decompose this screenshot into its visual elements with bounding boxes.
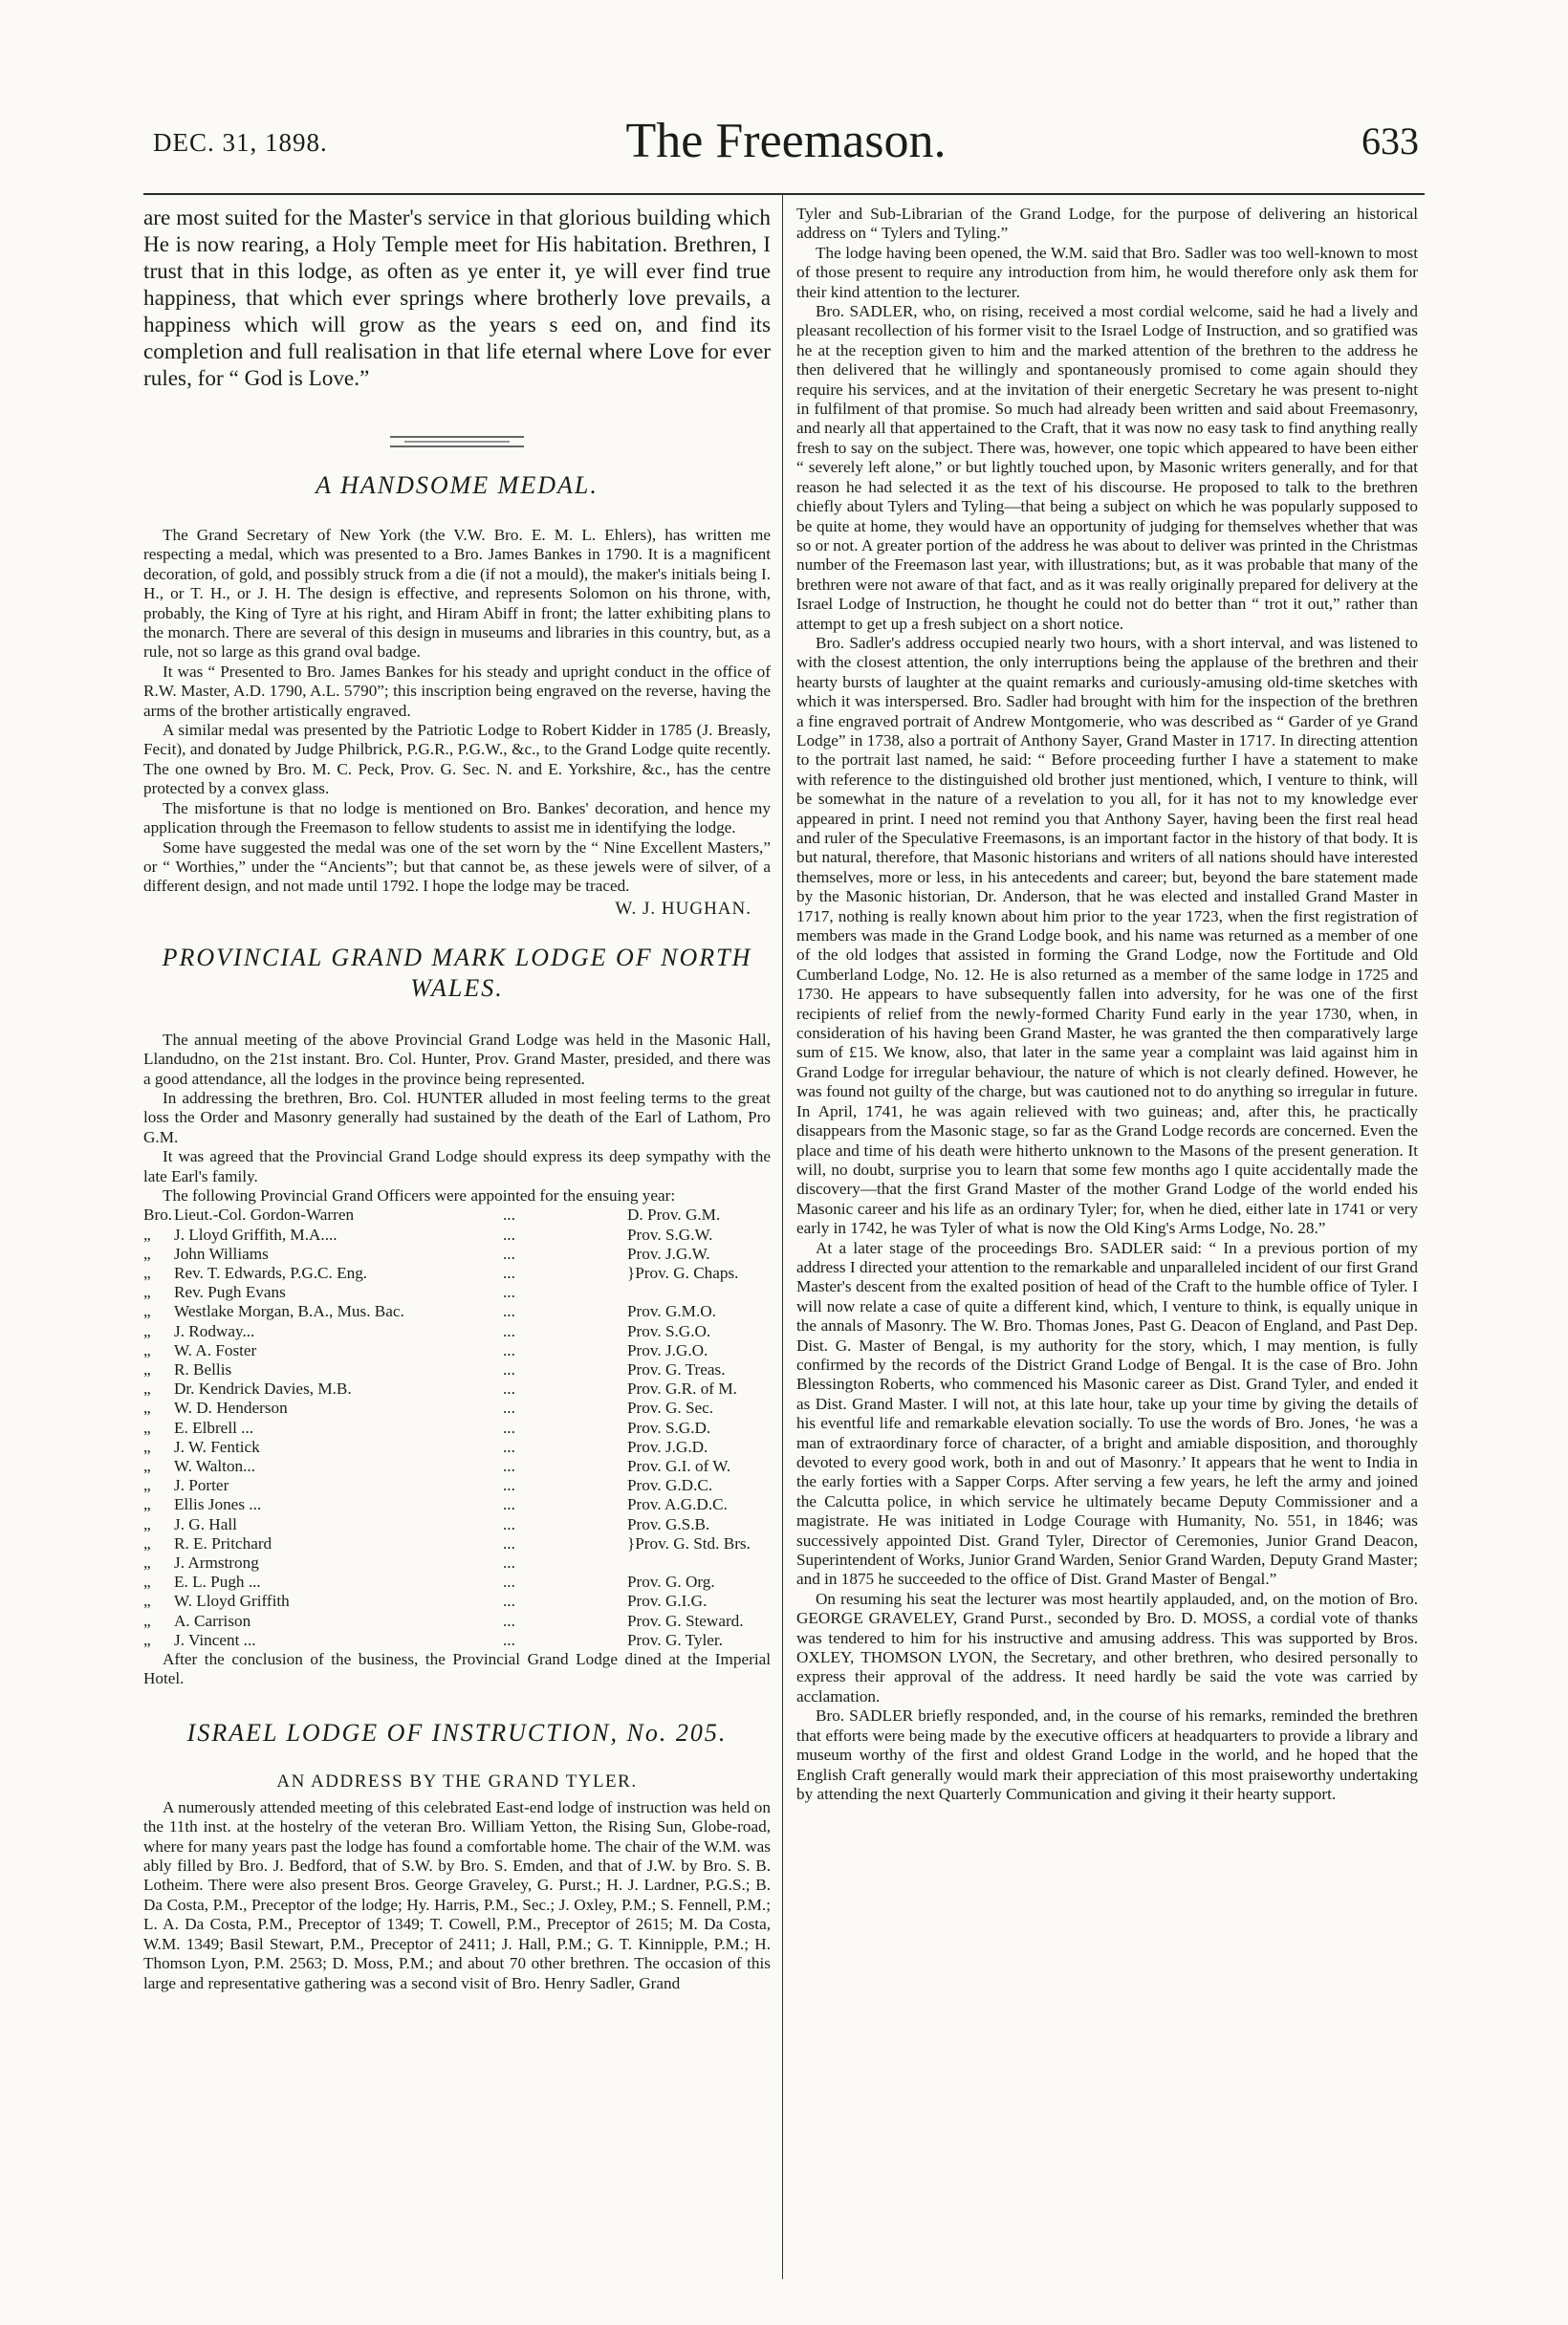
officer-prefix: „ xyxy=(143,1244,151,1263)
officer-office: Prov. G. Tyler. xyxy=(627,1630,724,1649)
leader-dots: ... xyxy=(503,1592,515,1611)
officer-prefix: „ xyxy=(143,1360,151,1379)
israel-heading: ISRAEL LODGE OF INSTRUCTION, No. 205. xyxy=(186,1718,728,1747)
officer-office: Prov. G. Org. xyxy=(627,1573,715,1592)
officer-name: Rev. T. Edwards, P.G.C. Eng. xyxy=(174,1263,368,1282)
officer-prefix: Bro. xyxy=(143,1206,173,1225)
officer-row xyxy=(143,1264,771,1283)
officer-prefix: „ xyxy=(143,1283,151,1302)
officer-name: W. A. Foster xyxy=(174,1340,257,1359)
leader-dots: ... xyxy=(503,1573,515,1592)
leader-dots: ... xyxy=(503,1418,515,1437)
column-divider xyxy=(782,195,783,2279)
closing-paragraph: After the conclusion of the business, the Provincial Grand Lodge dined at the Imperial Hotel. xyxy=(143,1650,771,1688)
article-paragraph: Bro. Sadler's address occupied nearly two hours, with a short interval, and was listened to with the closest attention, the only interruptions being the applause of the brethren and their hearty bursts of laughter at the quaint remarks and curiously-amusing old-time sketches with which it was interspersed. Bro. Sadler had brought with him for the inspection of the brethren a fine engraved portrait of Andrew Montgomerie, who was described as “ Garder of ye Grand Lodge” in 1738, also a portrait of Anthony Sayer, Grand Master in 1717. In directing attention to the portrait last named, he said: “ Before proceeding further I have a statement to make with reference to the distinguished old brother just mentioned, which, I venture to think, will be somewhat in the nature of a revelation to you all, for it has not to my knowledge ever appeared in print. I need not remind you that Anthony Sayer, having been the first real head and ruler of the Speculative Freemasons, is an important factor in the history of that body. It is but natural, therefore, that Masonic historians and writers of all nations should have interested themselves, more or less, in his antecedents and career; but, beyond the bare statement made by the Masonic historian, Dr. Anderson, that he was elected and installed Grand Master in 1717, nothing is really known about him prior to the year 1723, when the first registration of members was made in the Grand Lodge book, and his name was returned as a member of one of the old lodges that assisted in forming the Grand Lodge, now the Fortitude and Old Cumberland Lodge, No. 12. He is also returned as a member of the same lodge in 1725 and 1730. He appears to have subsequently fallen into adversity, for he was one of the first recipients of relief from the newly-formed Charity Fund early in the year 1730, when, in consideration of his having been Grand Master, he was granted the then comparatively large sum of £15. We know, also, that later in the same year a complaint was laid against him in Grand Lodge for irregular behaviour, the nature of which is not clearly defined. However, he was found not guilty of the charge, but was cautioned not to do anything so irregular in future. In April, 1741, he was again relieved with two guineas; and, after this, he practically disappears from the Masonic stage, so far as the Grand Lodge records are concerned. Even the place and time of his death were hitherto unknown to the Masons of the present generation. It will, no doubt, surprise you to learn that some few months ago I quite accidentally made the discovery—that the first Grand Master of the mother Grand Lodge of the world ended his Masonic career and his life as an ordinary Tyler; for, when he died, either late in 1741 or very early in 1742, he was Tyler of what is now the Old King's Arms Lodge, No. 28.” xyxy=(796,633,1418,1238)
officer-name: J. W. Fentick xyxy=(174,1437,260,1456)
officer-office: Prov. G.I.G. xyxy=(627,1592,708,1611)
officer-office: Prov. J.G.O. xyxy=(627,1340,708,1359)
officer-prefix: „ xyxy=(143,1533,151,1553)
officer-row xyxy=(143,1245,771,1264)
officer-name: J. G. Hall xyxy=(174,1514,237,1533)
officer-row xyxy=(143,1457,771,1476)
officer-prefix: „ xyxy=(143,1514,151,1533)
article-paragraph: The Grand Secretary of New York (the V.W. Bro. E. M. L. Ehlers), has written me respecting a medal, which was presented to a Bro. James Bankes in 1790. It is a magnificent decoration, of gold, and possibly struck from a die (if not a mould), the maker's initials being I. H., or T. H., or J. H. The design is effective, and represents Solomon on his throne, with, probably, the King of Tyre at his right, and Hiram Abiff in front; the latter exhibiting plans to the monarch. There are several of this design in museums and libraries in this country, but, as a rule, not so large as this grand oval badge. xyxy=(143,526,771,662)
article-paragraph: The annual meeting of the above Provincial Grand Lodge was held in the Masonic Hall, Llandudno, on the 21st instant. Bro. Col. Hunter, Prov. Grand Master, presided, and there was a good attendance, all the lodges in the province being represented. xyxy=(143,1030,771,1088)
officer-office: Prov. G. Sec. xyxy=(627,1399,714,1418)
officer-name: E. L. Pugh ... xyxy=(174,1573,261,1592)
provincial-article xyxy=(143,1031,771,1689)
officer-office: Prov. G. Treas. xyxy=(627,1360,726,1379)
officer-office xyxy=(627,1554,771,1573)
officer-name: W. D. Henderson xyxy=(174,1399,288,1418)
officer-row xyxy=(143,1515,771,1534)
leader-dots: ... xyxy=(503,1380,515,1399)
leader-dots: ... xyxy=(503,1225,515,1244)
officer-row xyxy=(143,1573,771,1592)
article-paragraph: Tyler and Sub-Librarian of the Grand Lodge, for the purpose of delivering an historical address on “ Tylers and Tyling.” xyxy=(796,205,1418,243)
officer-row xyxy=(143,1322,771,1341)
officer-name: J. Porter xyxy=(174,1476,229,1495)
officer-row xyxy=(143,1476,771,1495)
article-paragraph: It was agreed that the Provincial Grand Lodge should express its deep sympathy with the late Earl's family. xyxy=(143,1147,771,1185)
page-number: 633 xyxy=(1361,120,1419,163)
officer-row xyxy=(143,1399,771,1418)
officer-office: Prov. J.G.D. xyxy=(627,1437,708,1456)
officer-office: Prov. G.S.B. xyxy=(627,1514,710,1533)
right-column xyxy=(796,205,1418,1804)
officer-row xyxy=(143,1380,771,1399)
officer-office: }Prov. G. Std. Brs. xyxy=(627,1533,751,1553)
officer-prefix: „ xyxy=(143,1340,151,1359)
officer-prefix: „ xyxy=(143,1495,151,1514)
officer-office: Prov. S.G.D. xyxy=(627,1418,711,1437)
officer-row xyxy=(143,1534,771,1554)
officer-name: W. Lloyd Griffith xyxy=(174,1592,290,1611)
officer-prefix: „ xyxy=(143,1611,151,1630)
leader-dots: ... xyxy=(503,1514,515,1533)
officer-office: Prov. G. Steward. xyxy=(627,1611,744,1630)
leader-dots: ... xyxy=(503,1457,515,1476)
leader-dots: ... xyxy=(503,1437,515,1456)
officer-name: Westlake Morgan, B.A., Mus. Bac. xyxy=(174,1302,404,1321)
officer-name: W. Walton... xyxy=(174,1457,256,1476)
officer-office: Prov. A.G.D.C. xyxy=(627,1495,728,1514)
officer-row xyxy=(143,1283,771,1302)
page-header xyxy=(153,113,1419,189)
leader-dots: ... xyxy=(503,1244,515,1263)
officer-prefix: „ xyxy=(143,1573,151,1592)
leader-dots: ... xyxy=(503,1283,515,1302)
officer-row xyxy=(143,1554,771,1573)
article-paragraph: Bro. SADLER briefly responded, and, in the course of his remarks, reminded the brethren that efforts were being made by the executive officers at headquarters to provide a library and museum worthy of the first and oldest Grand Lodge in the world, and he hoped that the English Craft generally would mark their appreciation of this most praiseworthy undertaking by attending the next Quarterly Communication and giving it their hearty support. xyxy=(796,1706,1418,1803)
leader-dots: ... xyxy=(503,1321,515,1340)
officer-prefix: „ xyxy=(143,1592,151,1611)
provincial-heading: PROVINCIAL GRAND MARK LODGE OF NORTH WALES. xyxy=(162,943,752,1002)
leader-dots: ... xyxy=(503,1360,515,1379)
leader-dots: ... xyxy=(503,1340,515,1359)
officer-office: }Prov. G. Chaps. xyxy=(627,1263,739,1282)
article-paragraph: It was “ Presented to Bro. James Bankes for his steady and upright conduct in the office of R.W. Master, A.D. 1790, A.L. 5790”; this inscription being engraved on the reverse, having the arms of the brother artistically engraved. xyxy=(143,662,771,720)
officer-row xyxy=(143,1341,771,1360)
officer-name: A. Carrison xyxy=(174,1611,251,1630)
officer-prefix: „ xyxy=(143,1321,151,1340)
leader-dots: ... xyxy=(503,1476,515,1495)
header-rule xyxy=(143,193,1425,195)
medal-article xyxy=(143,526,771,920)
officer-prefix: „ xyxy=(143,1418,151,1437)
medal-heading: A HANDSOME MEDAL. xyxy=(316,471,599,499)
article-paragraph: Bro. SADLER, who, on rising, received a most cordial welcome, said he had a lively and pleasant recollection of his former visit to the Israel Lodge of Instruction, and so gratified was he at the reception given to him and the marked attention of the brethren to the address he then delivered that he willingly and spontaneously promised to come again should they require his services, and at the invitation of their energetic Secretary he was present to-night in fulfilment of that promise. So much had already been written and said about Freemasonry, and nearly all that appertained to the Craft, that it was now no easy task to find anything really fresh to say on the subject. There was, however, one topic which appeared to have been either “ severely left alone,” or but lightly touched upon, by Masonic writers generally, and for that reason he had selected it as the text of his discourse. He proposed to talk to the brethren chiefly about Tylers and Tyling—that being a subject on which he was popularly supposed to be quite at home, they would have an opportunity of judging for themselves whether that was so or not. A greater portion of the address he was about to deliver was printed in the Christmas number of the Freemason last year, with illustrations; but, as it was probable that many of the brethren were not aware of that fact, and as it was really originally prepared for delivery at the Israel Lodge of Instruction, he thought he could not do better than “ trot it out,” rather than attempt to get up a fresh subject on a short notice. xyxy=(796,302,1418,633)
officer-prefix: „ xyxy=(143,1380,151,1399)
article-paragraph: On resuming his seat the lecturer was most heartily applauded, and, on the motion of Bro. GEORGE GRAVELEY, Grand Purst., seconded by Bro. D. MOSS, a cordial vote of thanks was tendered to him for his instructive and amusing address. This was supported by Bros. OXLEY, THOMSON LYON, the Secretary, and other brethren, who desired personally to express their approval of the address. It need hardly be said the vote was carried by acclamation. xyxy=(796,1589,1418,1706)
israel-subheading: AN ADDRESS BY THE GRAND TYLER. xyxy=(276,1771,638,1792)
officer-row xyxy=(143,1302,771,1321)
article-paragraph: At a later stage of the proceedings Bro. SADLER said: “ In a previous portion of my address I directed your attention to the remarkable and unparalleled incident of our first Grand Master's descent from the exalted position of head of the Craft to the humble office of Tyler. I will now relate a case of quite a different kind, which, I venture to think, is equally unique in the annals of Masonry. The W. Bro. Thomas Jones, Past G. Deacon of England, and Past Dep. Dist. G. Master of Bengal, is my authority for the story, which, I may mention, is fully confirmed by the records of the District Grand Lodge of Bengal. It is the case of Bro. John Blessington Roberts, who commenced his Masonic career as Dist. Grand Tyler, and ended it as Dist. Grand Master. I will not, at this late hour, take up your time by giving the details of his eventful life and remarkable elevation socially. To use the words of Bro. Jones, ‘he was a man of extraordinary force of character, of a bright and amiable disposition, and thoroughly devoted to every good work, both in and out of Masonry.’ It appears that he went to India in the early forties with a Sapper Corps. After serving a few years, he left the army and joined the Calcutta police, in which service he ultimately became Deputy Commissioner and a magistrate. He was initiated in Lodge Courage with Humanity, No. 551, in 1846; was successively appointed Dist. Grand Tyler, Director of Ceremonies, Junior Grand Deacon, Superintendent of Works, Junior Grand Warden, Senior Grand Warden, Deputy Grand Master; and in 1875 he succeeded to the office of Dist. Grand Master of Bengal.” xyxy=(796,1238,1418,1589)
officer-office xyxy=(627,1283,771,1302)
officer-prefix: „ xyxy=(143,1263,151,1282)
leader-dots: ... xyxy=(503,1533,515,1553)
officer-office: Prov. G.R. of M. xyxy=(627,1380,737,1399)
officer-prefix: „ xyxy=(143,1399,151,1418)
article-paragraph: The misfortune is that no lodge is mentioned on Bro. Bankes' decoration, and hence my application through the Freemason to fellow students to assist me in identifying the lodge. xyxy=(143,798,771,837)
author-signature: W. J. HUGHAN. xyxy=(615,898,751,919)
officer-list xyxy=(143,1206,771,1650)
officer-name: J. Armstrong xyxy=(174,1554,259,1573)
officer-name: J. Lloyd Griffith, M.A.... xyxy=(174,1225,338,1244)
article-paragraph: A similar medal was presented by the Patriotic Lodge to Robert Kidder in 1785 (J. Breasly, Fecit), and donated by Judge Philbrick, P.G.R., P.G.W., &c., to the Grand Lodge quite recently. The one owned by Bro. M. C. Peck, Prov. G. Sec. N. and E. Yorkshire, &c., has the centre protected by a convex glass. xyxy=(143,721,771,798)
leader-dots: ... xyxy=(503,1263,515,1282)
officer-row xyxy=(143,1438,771,1457)
leader-dots: ... xyxy=(503,1554,515,1573)
officer-prefix: „ xyxy=(143,1225,151,1244)
officer-row xyxy=(143,1592,771,1611)
leader-dots: ... xyxy=(503,1611,515,1630)
officer-name: J. Rodway... xyxy=(174,1321,255,1340)
officer-row xyxy=(143,1612,771,1631)
leader-dots: ... xyxy=(503,1302,515,1321)
officer-office: Prov. S.G.O. xyxy=(627,1321,711,1340)
officer-name: John Williams xyxy=(174,1244,269,1263)
article-paragraph: The lodge having been opened, the W.M. said that Bro. Sadler was too well-known to most of those present to require any introduction from him, he would therefore only ask them for their kind attention to the lecturer. xyxy=(796,243,1418,301)
officer-office: Prov. G.D.C. xyxy=(627,1476,713,1495)
ornament-rule xyxy=(390,434,524,447)
officer-prefix: „ xyxy=(143,1302,151,1321)
leader-dots: ... xyxy=(503,1399,515,1418)
officer-row xyxy=(143,1419,771,1438)
officer-prefix: „ xyxy=(143,1630,151,1649)
officer-name: Rev. Pugh Evans xyxy=(174,1283,286,1302)
issue-date: DEC. 31, 1898. xyxy=(153,128,328,157)
left-column xyxy=(143,205,771,1993)
officer-name: Lieut.-Col. Gordon-Warren xyxy=(174,1206,355,1225)
officer-office: Prov. S.G.W. xyxy=(627,1225,713,1244)
article-paragraph: The following Provincial Grand Officers were appointed for the ensuing year: xyxy=(163,1185,676,1205)
article-paragraph: In addressing the brethren, Bro. Col. HUNTER alluded in most feeling terms to the great loss the Order and Masonry generally had sustained by the death of the Earl of Lathom, Pro G.M. xyxy=(143,1088,771,1146)
officer-prefix: „ xyxy=(143,1554,151,1573)
officer-row xyxy=(143,1206,771,1225)
masthead-title: The Freemason. xyxy=(625,114,947,168)
officer-prefix: „ xyxy=(143,1437,151,1456)
article-paragraph: A numerously attended meeting of this celebrated East-end lodge of instruction was held on the 11th inst. at the hostelry of the veteran Bro. William Yetton, the Rising Sun, Globe-road, where for many years past the lodge has found a comfortable home. The chair of the W.M. was ably filled by Bro. J. Bedford, that of S.W. by Bro. S. Emden, and that of J.W. by Bro. S. B. Lotheim. There were also present Bros. George Graveley, G. Purst.; H. J. Lardner, P.G.S.; B. Da Costa, P.M., Preceptor of the lodge; Hy. Harris, P.M., Sec.; J. Oxley, P.M.; S. Fennell, P.M.; L. A. Da Costa, P.M., Preceptor of 1349; T. Cowell, P.M., Preceptor of 2615; M. Da Costa, W.M. 1349; Basil Stewart, P.M., Preceptor of 2411; J. Hall, P.M.; G. T. Kinnipple, P.M.; H. Thomson Lyon, P.M. 2563; D. Moss, P.M.; and about 70 other brethren. The occasion of this large and representative gathering was a second visit of Bro. Henry Sadler, Grand xyxy=(143,1797,771,1992)
officer-name: R. E. Pritchard xyxy=(174,1533,272,1553)
officer-office: Prov. J.G.W. xyxy=(627,1244,710,1263)
opening-paragraph: are most suited for the Master's service in that glorious building which He is now rearing, a Holy Temple meet for His habitation. Brethren, I trust that in this lodge, as often as ye enter it, ye will ever find true happiness, that which ever springs where brotherly love prevails, a happiness which will grow as the years s eed on, and find its completion and full realisation in that life eternal where Love for ever rules, for “ God is Love.” xyxy=(143,206,771,391)
article-paragraph: Some have suggested the medal was one of the set worn by the “ Nine Excellent Masters,” or “ Worthies,” under the “Ancients”; but that cannot be, as these jewels were of silver, of a different design, and not made until 1792. I hope the lodge may be traced. xyxy=(143,837,771,896)
officer-name: J. Vincent ... xyxy=(174,1630,256,1649)
officer-name: E. Elbrell ... xyxy=(174,1418,254,1437)
officer-row xyxy=(143,1631,771,1650)
leader-dots: ... xyxy=(503,1630,515,1649)
leader-dots: ... xyxy=(503,1206,515,1225)
officer-name: R. Bellis xyxy=(174,1360,232,1379)
officer-office: Prov. G.M.O. xyxy=(627,1302,716,1321)
officer-prefix: „ xyxy=(143,1457,151,1476)
officer-row xyxy=(143,1495,771,1514)
officer-name: Dr. Kendrick Davies, M.B. xyxy=(174,1380,352,1399)
officer-row xyxy=(143,1360,771,1380)
officer-name: Ellis Jones ... xyxy=(174,1495,262,1514)
officer-row xyxy=(143,1226,771,1245)
officer-prefix: „ xyxy=(143,1476,151,1495)
officer-office: Prov. G.I. of W. xyxy=(627,1457,731,1476)
officer-office: D. Prov. G.M. xyxy=(627,1206,721,1225)
leader-dots: ... xyxy=(503,1495,515,1514)
